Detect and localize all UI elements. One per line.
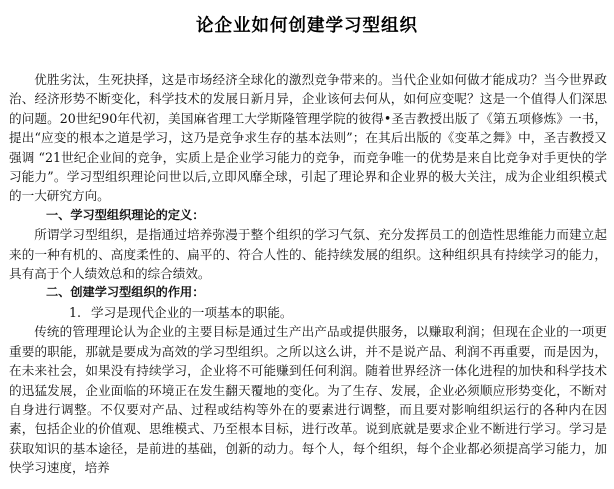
point-1-number: 1. bbox=[69, 304, 82, 320]
definition-paragraph: 所谓学习型组织，是指通过培养弥漫于整个组织的学习气氛、充分发挥员工的创造性思维能力而建立起来的一种有机的、高度柔性的、扁平的、符合人性的、能持续发展的组织。这种组织具有持续学习的能力，具有高于个人绩效总和的综合绩效。 bbox=[9, 227, 607, 282]
document-title: 论企业如何创建学习型组织 bbox=[196, 16, 418, 36]
point-1-heading bbox=[9, 303, 607, 322]
point-1-paragraph: 传统的管理理论认为企业的主要目标是通过生产出产品或提供服务，以赚取利润；但现在企业的一项更重要的职能，那就是要成为高效的学习型组织。之所以这么讲，并不是说产品、利润不再重要，而是因为，在未来社会，如果没有持续学习，企业将不可能赚到任何利润。随着世界经济一体化进程的加快和科学技术的迅猛发展，企业面临的环境正在发生翻天覆地的变化。为了生存、发展，企业必须顺应形势变化，不断对自身进行调整。不仅要对产品、过程或结构等外在的要素进行调整，而且要对影响组织运行的各种内在因素，包括企业的价值观、思维模式、乃至根本目标，进行改革。说到底就是要求企业不断进行学习。学习是获取知识的基本途径，是前进的基础，创新的动力。每个人，每个组织，每个企业都必须提高学习能力，加快学习速度，培养 bbox=[9, 324, 607, 476]
document-body bbox=[9, 70, 607, 478]
section-heading-definition: 一、学习型组织理论的定义： bbox=[46, 207, 205, 222]
point-1-title: 学习是现代企业的一项基本的职能。 bbox=[91, 304, 293, 320]
section-heading-purpose: 二、创建学习型组织的作用： bbox=[46, 285, 205, 300]
intro-paragraph: 优胜劣汰，生死抉择，这是市场经济全球化的激烈竞争带来的。当代企业如何做才能成功？当今世界政治、经济形势不断变化，科学技术的发展日新月异，企业该何去何从，如何应变呢？这是一个值得人们深思的问题。20世纪90年代初，美国麻省理工大学斯隆管理学院的彼得•圣吉教授出版了《第五项修炼》一书，提出“应变的根本之道是学习，这乃是竞争求生存的基本法则”；在其后出版的《变革之舞》中，圣吉教授又强调 “21世纪企业间的竞争，实质上是企业学习能力的竞争，而竞争唯一的优势是来自比竞争对手更快的学习能力”。学习型组织理论问世以后,立即风靡全球，引起了理论界和企业界的极大关注，成为企业组织模式的一大研究方向。 bbox=[9, 72, 607, 204]
